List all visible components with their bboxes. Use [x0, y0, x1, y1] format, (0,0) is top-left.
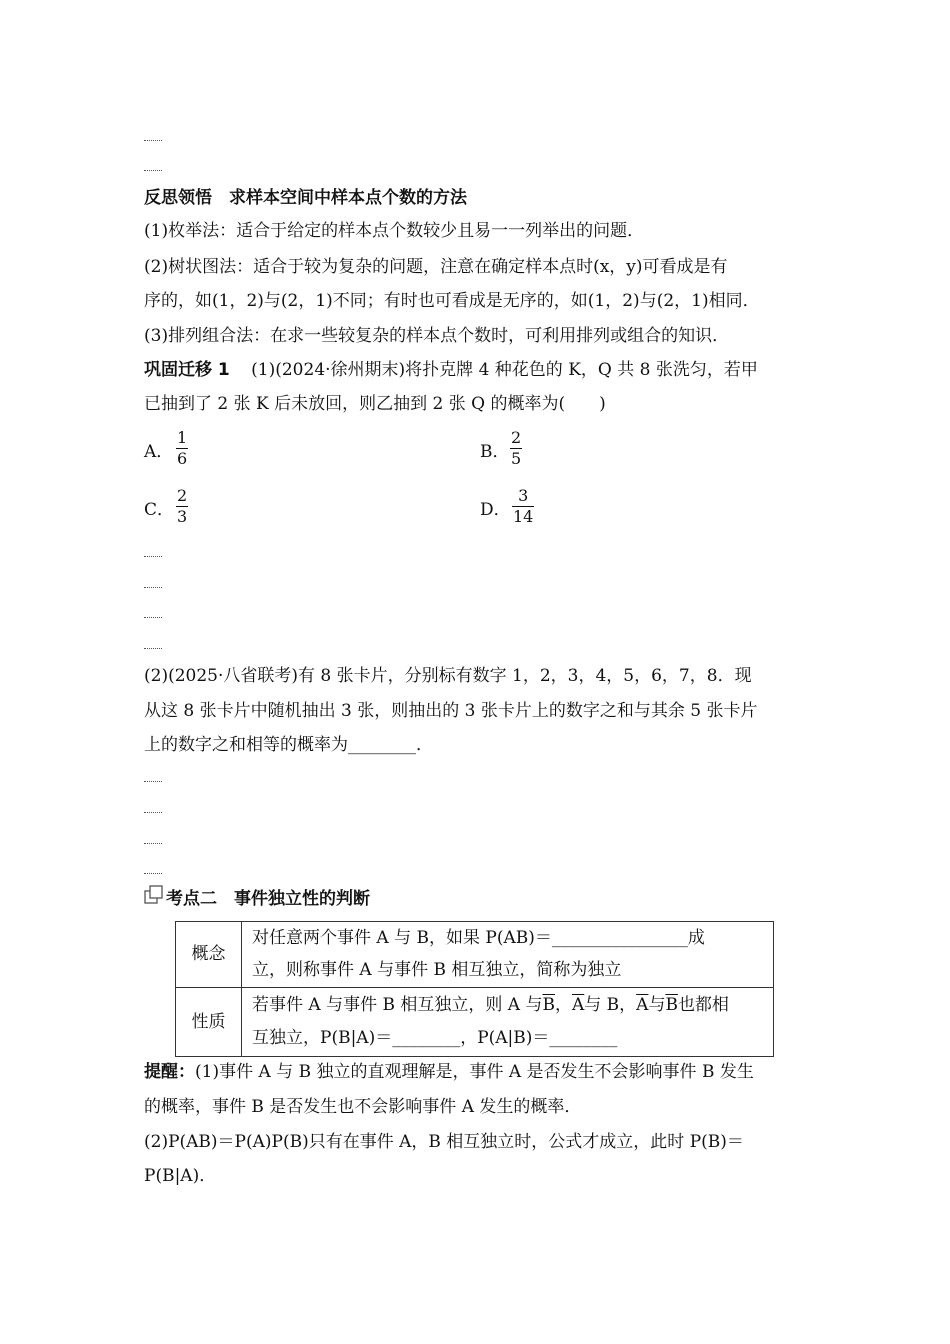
complement-b-2: $\overline{B}$: [665, 995, 678, 1015]
property-text-a: 若事件 A 与事件 B 相互独立，则 A 与: [252, 995, 543, 1015]
complement-a-2: $\overline{A}$: [636, 995, 649, 1015]
practice-question-2-line-3: 上的数字之和相等的概率为________．: [144, 735, 433, 755]
option-d: [480, 486, 560, 534]
option-b-denominator: 5: [511, 449, 522, 468]
table-row-property: [176, 988, 773, 1056]
reflection-item-3: (3)排列组合法：在求一些较复杂的样本点个数时，可利用排列或组合的知识．: [144, 326, 730, 346]
complement-b: $\overline{B}$: [542, 995, 555, 1015]
option-b-numerator: 2: [511, 428, 522, 447]
table-label-concept: 概念: [176, 922, 242, 987]
option-d-fraction: [512, 486, 534, 527]
property-text-i: 也都相: [677, 995, 729, 1015]
property-line-1: [252, 988, 729, 1022]
hint-line-2: 的概率，事件 B 是否发生也不会影响事件 A 发生的概率．: [144, 1097, 582, 1117]
hint-line-3: (2)P(AB)＝P(A)P(B)只有在事件 A，B 相互独立时，公式才成立，此时 P(B)＝: [144, 1132, 744, 1152]
dotted-answer-line: [144, 556, 162, 557]
property-text-c: ，: [554, 995, 572, 1015]
reflection-item-1: (1)枚举法：适合于给定的样本点个数较少且易一一列举出的问题．: [144, 221, 645, 241]
dotted-answer-line: [144, 812, 162, 813]
option-c-label: C．: [144, 500, 175, 520]
option-b: [480, 428, 560, 476]
concept-line-2: 立，则称事件 A 与事件 B 相互独立，简称为独立: [252, 960, 622, 980]
practice-label: 巩固迁移 1: [144, 360, 230, 380]
hint-label: 提醒：: [144, 1062, 195, 1082]
hint-line-1: [144, 1060, 754, 1084]
reflection-item-2-line-2: 序的，如(1，2)与(2，1)不同；有时也可看成是无序的，如(1，2)与(2，1)相同．: [144, 291, 760, 311]
option-b-label: B．: [480, 442, 510, 462]
table-row-concept: [176, 922, 773, 988]
dotted-answer-line: [144, 617, 162, 618]
dotted-answer-line: [144, 587, 162, 588]
reflection-item-2-line-1: (2)树状图法：适合于较为复杂的问题，注意在确定样本点时(x，y)可看成是有: [144, 257, 728, 277]
dotted-answer-line: [144, 843, 162, 844]
practice-question-1-line-2: 已抽到了 2 张 K 后未放回，则乙抽到 2 张 Q 的概率为( ): [144, 394, 606, 414]
property-text-e: 与 B，: [584, 995, 637, 1015]
option-d-label: D．: [480, 500, 511, 520]
option-d-numerator: 3: [518, 486, 529, 505]
option-a-fraction: [176, 428, 188, 469]
dotted-answer-line: [144, 781, 162, 782]
table-label-property: 性质: [176, 988, 242, 1056]
section-title: 考点二 事件独立性的判断: [166, 889, 370, 909]
option-c-denominator: 3: [177, 507, 188, 526]
hint-text-1: (1)事件 A 与 B 独立的直观理解是，事件 A 是否发生不会影响事件 B 发生: [195, 1062, 754, 1082]
practice-question-2-line-1: (2)(2025·八省联考)有 8 张卡片，分别标有数字 1，2，3，4，5，6，7，8．现: [144, 666, 752, 686]
option-a: [144, 428, 224, 476]
option-c-fraction: [176, 486, 188, 527]
independence-table: [175, 921, 774, 1057]
dotted-answer-line: [144, 140, 162, 141]
option-a-label: A．: [144, 442, 174, 462]
option-c-numerator: 2: [177, 486, 188, 505]
practice-question-1-line-1: [144, 358, 758, 382]
practice-question-2-line-2: 从这 8 张卡片中随机抽出 3 张，则抽出的 3 张卡片上的数字之和与其余 5 张卡片: [144, 701, 758, 721]
option-b-fraction: [510, 428, 522, 469]
concept-line-1: 对任意两个事件 A 与 B，如果 P(AB)＝________________成: [252, 928, 705, 948]
section-marker-icon: [144, 885, 164, 905]
option-a-numerator: 1: [177, 428, 188, 447]
reflection-title: 反思领悟 求样本空间中样本点个数的方法: [144, 188, 467, 208]
complement-a: $\overline{A}$: [571, 995, 585, 1015]
hint-line-4: P(B|A)．: [144, 1166, 217, 1186]
option-d-denominator: 14: [513, 507, 534, 526]
dotted-answer-line: [144, 170, 162, 171]
option-a-denominator: 6: [177, 449, 188, 468]
dotted-answer-line: [144, 873, 162, 874]
practice-q1-text: (1)(2024·徐州期末)将扑克牌 4 种花色的 K，Q 共 8 张洗匀，若甲: [251, 360, 758, 380]
option-c: [144, 486, 224, 534]
dotted-answer-line: [144, 648, 162, 649]
property-text-g: 与: [648, 995, 666, 1015]
property-line-2: 互独立，P(B|A)＝________，P(A|B)＝________: [252, 1028, 618, 1048]
